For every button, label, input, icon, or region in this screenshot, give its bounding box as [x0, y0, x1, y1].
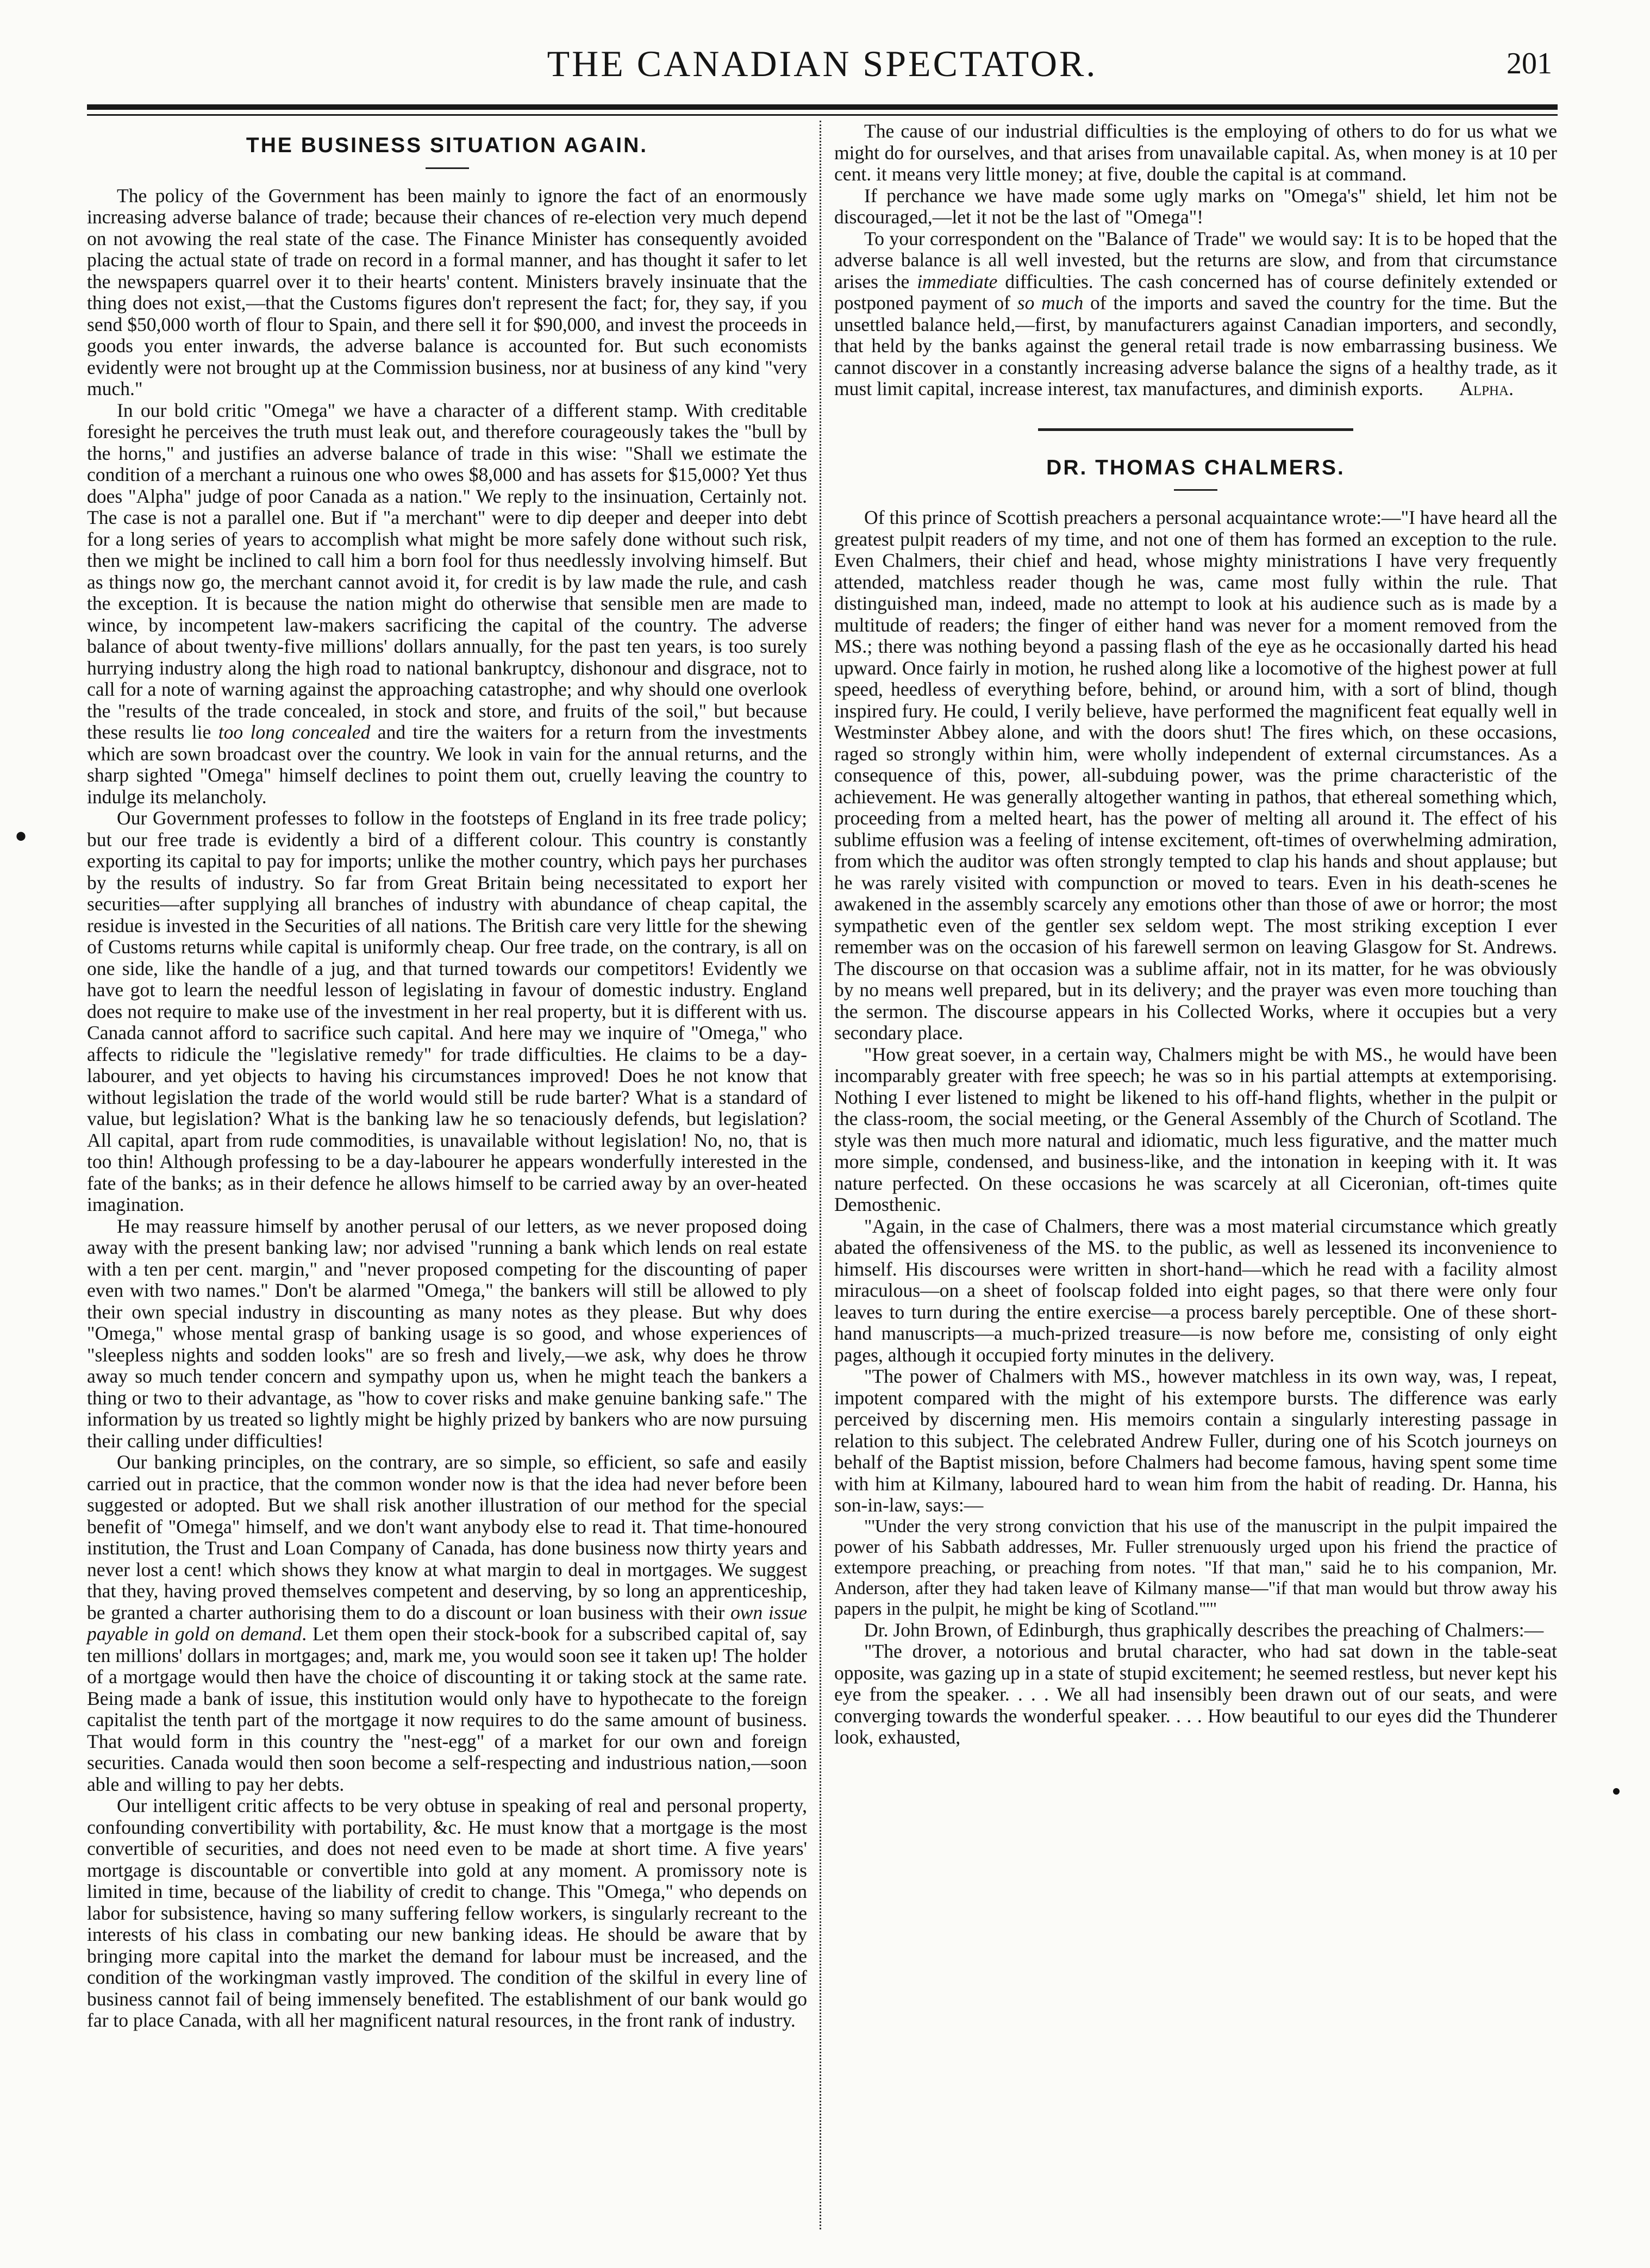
article-paragraph: "The drover, a notorious and brutal character, who had sat down in the table-seat opposite, was gazing up in a state of stupid excitement; he seemed restless, but never kept his eye from the speaker. . . . We all had insensibly been drawn out of our seats, and were converging towards the wonderful speaker. . . . How beautiful to our eyes did the Thunderer look, exhausted,	[834, 1640, 1557, 1748]
article-paragraph: If perchance we have made some ugly marks on "Omega's" shield, let him not be discouraged,—let it not be the last of "Omega"!	[834, 184, 1557, 228]
masthead-rule-thin	[87, 114, 1558, 116]
emphasis-text: too long concealed	[218, 721, 371, 743]
article-paragraph: "How great soever, in a certain way, Chalmers might be with MS., he would have been incomparably greater with free speech; he was so in his partial attempts at extemporising. Nothing I ever listened to might be likened to his off-hand flights, whether in the pulpit or the class-room, the social meeting, or the General Assembly of the Church of Scotland. The style was then much more natural and idiomatic, much less figurative, and the matter much more simple, condensed, and business-like, and the intonation in keeping with it. It was nature perfected. On these occasions he was scarcely at all Ciceronian, oft-times quite Demosthenic.	[834, 1043, 1557, 1215]
article-paragraph: "The power of Chalmers with MS., however matchless in its own way, was, I repeat, impotent compared with the might of his extempore bursts. The difference was early perceived by discerning men. His memoirs contain a singularly interesting passage in relation to this subject. The celebrated Andrew Fuller, during one of his Scotch journeys on behalf of the Baptist mission, before Chalmers had become famous, having spent some time with him at Kilmany, laboured hard to wean him from the habit of reading. Dr. Hanna, his son-in-law, says:—	[834, 1365, 1557, 1516]
publication-title: THE CANADIAN SPECTATOR.	[547, 43, 1098, 84]
emphasis-text: immediate	[917, 270, 998, 292]
article-paragraph: Of this prince of Scottish preachers a personal acquaintance wrote:—"I have heard all the greatest pulpit readers of my time, and not one of them has formed an exception to the rule. Even Chalmers, their chief and head, whose mighty ministrations I have very frequently attended, matchless reader though he was, came most fully within the rule. That distinguished man, indeed, made no attempt to look at his audience such as is made by a multitude of readers; the finger of either hand was never for a moment removed from the MS.; there was nothing beyond a passing flash of the eye as he occasionally darted his head upward. Once fairly in motion, he rushed along like a locomotive of the highest power at full speed, heedless of everything before, behind, or around him, with a sort of blind, though inspired fury. He could, I verily believe, have performed the magnificent feat equally well in Westminster Abbey alone, and with the doors shut! The fires which, on these occasions, raged so strongly within him, were wholly independent of external circumstances. As a consequence of this, power, all-subduing power, was the prime characteristic of the achievement. He was generally altogether wanting in pathos, that ethereal something which, proceeding from a melted heart, has the power of melting all around it. The effect of his sublime effusion was a feeling of intense excitement, oft-times of overwhelming admiration, from which the auditor was often strongly tempted to clap his hands and shout applause; but he was rarely visited with compunction or moved to tears. Even in his death-scenes he awakened in the assembly scarcely any emotions other than those of awe or horror; the most sympathetic even of the gentler sex seldom wept. The most striking exception I ever remember was on the occasion of his farewell sermon on leaving Glasgow for St. Andrews. The discourse on that occasion was a sublime affair, not in its matter, for he was obviously by no means well prepared, but in its delivery; and the prayer was even more touching than the sermon. The discourse appears in his Collected Works, where it occupies but a very secondary place.	[834, 507, 1557, 1044]
article-paragraph: Our intelligent critic affects to be very obtuse in speaking of real and personal property, confounding convertibility with portability, &c. He must know that a mortgage is the most convertible of securities, and does not need even to be made at short time. A five years' mortgage is discountable or convertible into gold at any moment. A promissory note is limited in time, because of the liability of credit to change. This "Omega," who depends on labor for subsistence, having so many suffering fellow workers, is singularly recreant to the interests of his class in combating our new banking ideas. He should be aware that by bringing more capital into the market the demand for labour must be increased, and the condition of the workingman vastly improved. The condition of the skilful in every line of business cannot fail of being immensely benefited. The establishment of our bank would go far to place Canada, with all her magnificent natural resources, in the front rank of industry.	[87, 1795, 807, 2031]
article-paragraph: In our bold critic "Omega" we have a character of a different stamp. With creditable foresight he perceives the truth must leak out, and therefore courageously takes the "bull by the horns," and justifies an adverse balance of trade in this wise: "Shall we estimate the condition of a merchant a ruinous one who owes $8,000 and has assets for $15,000? Yet thus does "Alpha" judge of poor Canada as a nation." We reply to the insinuation, Certainly not. The case is not a parallel one. But if "a merchant" were to dip deeper and deeper into debt for a long series of years to accomplish what might be more safely done without such risk, then we might be inclined to call him a born fool for thus needlessly involving himself. But as things now go, the merchant cannot avoid it, for credit is by law made the rule, and cash the exception. It is because the nation might do otherwise that sensible men are made to wince, by incompetent law-makers sacrificing the capital of the country. The adverse balance of about twenty-five millions' dollars annually, for the past ten years, is too surely hurrying industry along the high road to national bankruptcy, dishonour and disgrace, not to call for a note of warning against the approaching catastrophe; and why should one overlook the "results of the trade concealed, in stock and store, and fruits of the soil," but because these results lie too long concealed and tire the waiters for a return from the investments which are sown broadcast over the country. We look in vain for the annual returns, and the sharp sighted "Omega" himself declines to point them out, cruelly leaving the country to indulge its melancholy.	[87, 399, 807, 808]
article-paragraph: Our banking principles, on the contrary, are so simple, so efficient, so safe and easily carried out in practice, that the common wonder now is that the idea had never before been suggested or adopted. But we shall risk another illustration of our method for the special benefit of "Omega" himself, and we don't want anybody else to read it. That time-honoured institution, the Trust and Loan Company of Canada, has done business now thirty years and never lost a cent! which shows they know at what margin to deal in mortgages. We suggest that they, having proved themselves competent and deserving, by so long an apprenticeship, be granted a charter authorising them to do a discount or loan business with their own issue payable in gold on demand. Let them open their stock-book for a subscribed capital of, say ten millions' dollars in mortgages; and, mark me, you would soon see it taken up! The holder of a mortgage would then have the choice of discounting it or taking stock at the same rate. Being made a bank of issue, this institution would only have to hypothecate to the foreign capitalist the tenth part of the mortgage it now requires to do the same amount of business. That would form in this country the "nest-egg" of a market for our own and foreign securities. Canada would then soon become a self-respecting and industrious nation,—soon able and willing to pay her debts.	[87, 1451, 808, 1795]
article-paragraph: He may reassure himself by another perusal of our letters, as we never proposed doing away with the present banking law; nor advised "running a bank which lends on real estate with a ten per cent. margin," and "never proposed competing for the discounting of paper even with two names." Don't be alarmed "Omega," the bankers will still be allowed to ply their own special industry in discounting as many notes as they please. But why does "Omega," whose mental grasp of banking usage is so good, and whose experiences of "sleepless nights and sodden looks" are so fresh and lively,—we ask, why does he throw away so much tender concern and sympathy upon us, when he might teach the bankers a thing or two to their advantage, as "how to cover risks and make genuine banking safe." The information by us treated so lightly might be highly prized by bankers who are now pursuing their calling under difficulties!	[87, 1215, 807, 1452]
article-paragraph: "Again, in the case of Chalmers, there was a most material circumstance which greatly abated the offensiveness of the MS. to the public, as well as lessened its inconvenience to himself. His discourses were written in short-hand—which he read with a facility almost miraculous—on a sheet of foolscap folded into eight pages, so that there were only four leaves to turn during the entire exercise—a process barely perceptible. One of these short-hand manuscripts—a much-prized treasure—is now before me, consisting of only eight pages, although it occupied forty minutes in the delivery.	[834, 1215, 1557, 1366]
article-heading-chalmers: DR. THOMAS CHALMERS.	[1046, 455, 1345, 479]
column-divider	[820, 121, 821, 2229]
article-heading-business: THE BUSINESS SITUATION AGAIN.	[246, 134, 648, 157]
masthead	[87, 39, 1558, 99]
article-paragraph: "'Under the very strong conviction that his use of the manuscript in the pulpit impaired the power of his Sabbath addresses, Mr. Fuller strenuously urged upon his friend the practice of extempore preaching, or preaching from notes. "If that man," said he to his companion, Mr. Anderson, after they had taken leave of Kilmany manse—"if that man would but throw away his papers in the pulpit, he might be king of Scotland."'"	[834, 1516, 1557, 1619]
margin-ink-dot	[1613, 1788, 1620, 1795]
article-paragraph: To your correspondent on the "Balance of Trade" we would say: It is to be hoped that the adverse balance is all well invested, but the returns are slow, and from that circumstance arises the immediate difficulties. The cash concerned has of course definitely extended or postponed payment of so much of the imports and saved the country for the time. But the unsettled balance held,—first, by manufacturers against Canadian importers, and secondly, that held by the banks against the general retail trade is now embarrassing business. We cannot discover in a constantly increasing adverse balance the signs of a healthy trade, as it must limit capital, increase interest, tax manufactures, and diminish exports.	[834, 227, 1557, 399]
right-column	[834, 121, 1557, 1748]
heading-rule	[1174, 489, 1217, 491]
page-number: 201	[1507, 47, 1552, 80]
article-signature: Alpha.	[1459, 378, 1514, 399]
article-paragraph: Our Government professes to follow in the footsteps of England in its free trade policy; but our free trade is evidently a bird of a different colour. This country is constantly exporting its capital to pay for imports; unlike the mother country, which pays her purchases by the results of industry. So far from Great Britain being necessitated to export her securities—after supplying all branches of industry with abundance of cheap capital, the residue is invested in the Securities of all nations. The British care very little for the shewing of Customs returns while capital is uniformly cheap. Our free trade, on the contrary, is all on one side, like the handle of a jug, and that turned towards our competitors! Evidently we have got to learn the needful lesson of legislating in favour of domestic industry. England does not require to make use of the investment in her real property, but it is different with us. Canada cannot afford to sacrifice such capital. And here may we inquire of "Omega," who affects to ridicule the "legislative remedy" for trade difficulties. He claims to be a day-labourer, and yet objects to having his circumstances improved! Does he not know that without legislation the trade of the world would still be rude barter? What is a standard of value, but legislation? What is the banking law he so tenaciously defends, but legislation? All capital, apart from rude commodities, is unavailable without legislation! No, no, that is too thin! Although professing to be a day-labourer he appears wonderfully interested in the fate of the banks; as in their defence he allows himself to be carried away by an over-heated imagination.	[87, 807, 807, 1215]
masthead-rule-thick	[87, 104, 1558, 110]
section-divider-rule	[1038, 428, 1353, 431]
article-paragraph: The cause of our industrial difficulties is the employing of others to do for us what we might do for ourselves, and that arises from unavailable capital. As, when money is at 10 per cent. it means very little money; at five, double the capital is at command.	[834, 120, 1557, 185]
heading-rule	[426, 167, 469, 169]
emphasis-text: so much	[1017, 292, 1084, 314]
article-paragraph: Dr. John Brown, of Edinburgh, thus graphically describes the preaching of Chalmers:—	[864, 1619, 1544, 1641]
article-paragraph: The policy of the Government has been mainly to ignore the fact of an enormously increasing adverse balance of trade; because their chances of re-election very much depend on not avowing the real state of the case. The Finance Minister has consequently avoided placing the actual state of trade on record in a formal manner, and has thought it safer to let the newspapers quarrel over it to their hearts' content. Ministers bravely insinuate that the thing does not exist,—that the Customs figures don't represent the fact; for, they say, if you send $50,000 worth of flour to Spain, and there sell it for $90,000, and invest the proceeds in goods you enter inwards, the adverse balance is accounted for. But such economists evidently were not brought up at the Commission business, nor at business of any kind "very much."	[87, 184, 807, 399]
margin-ink-mark: •	[15, 819, 27, 854]
left-column	[87, 121, 807, 2032]
emphasis-text: own issue payable in gold on demand	[87, 1601, 808, 1645]
